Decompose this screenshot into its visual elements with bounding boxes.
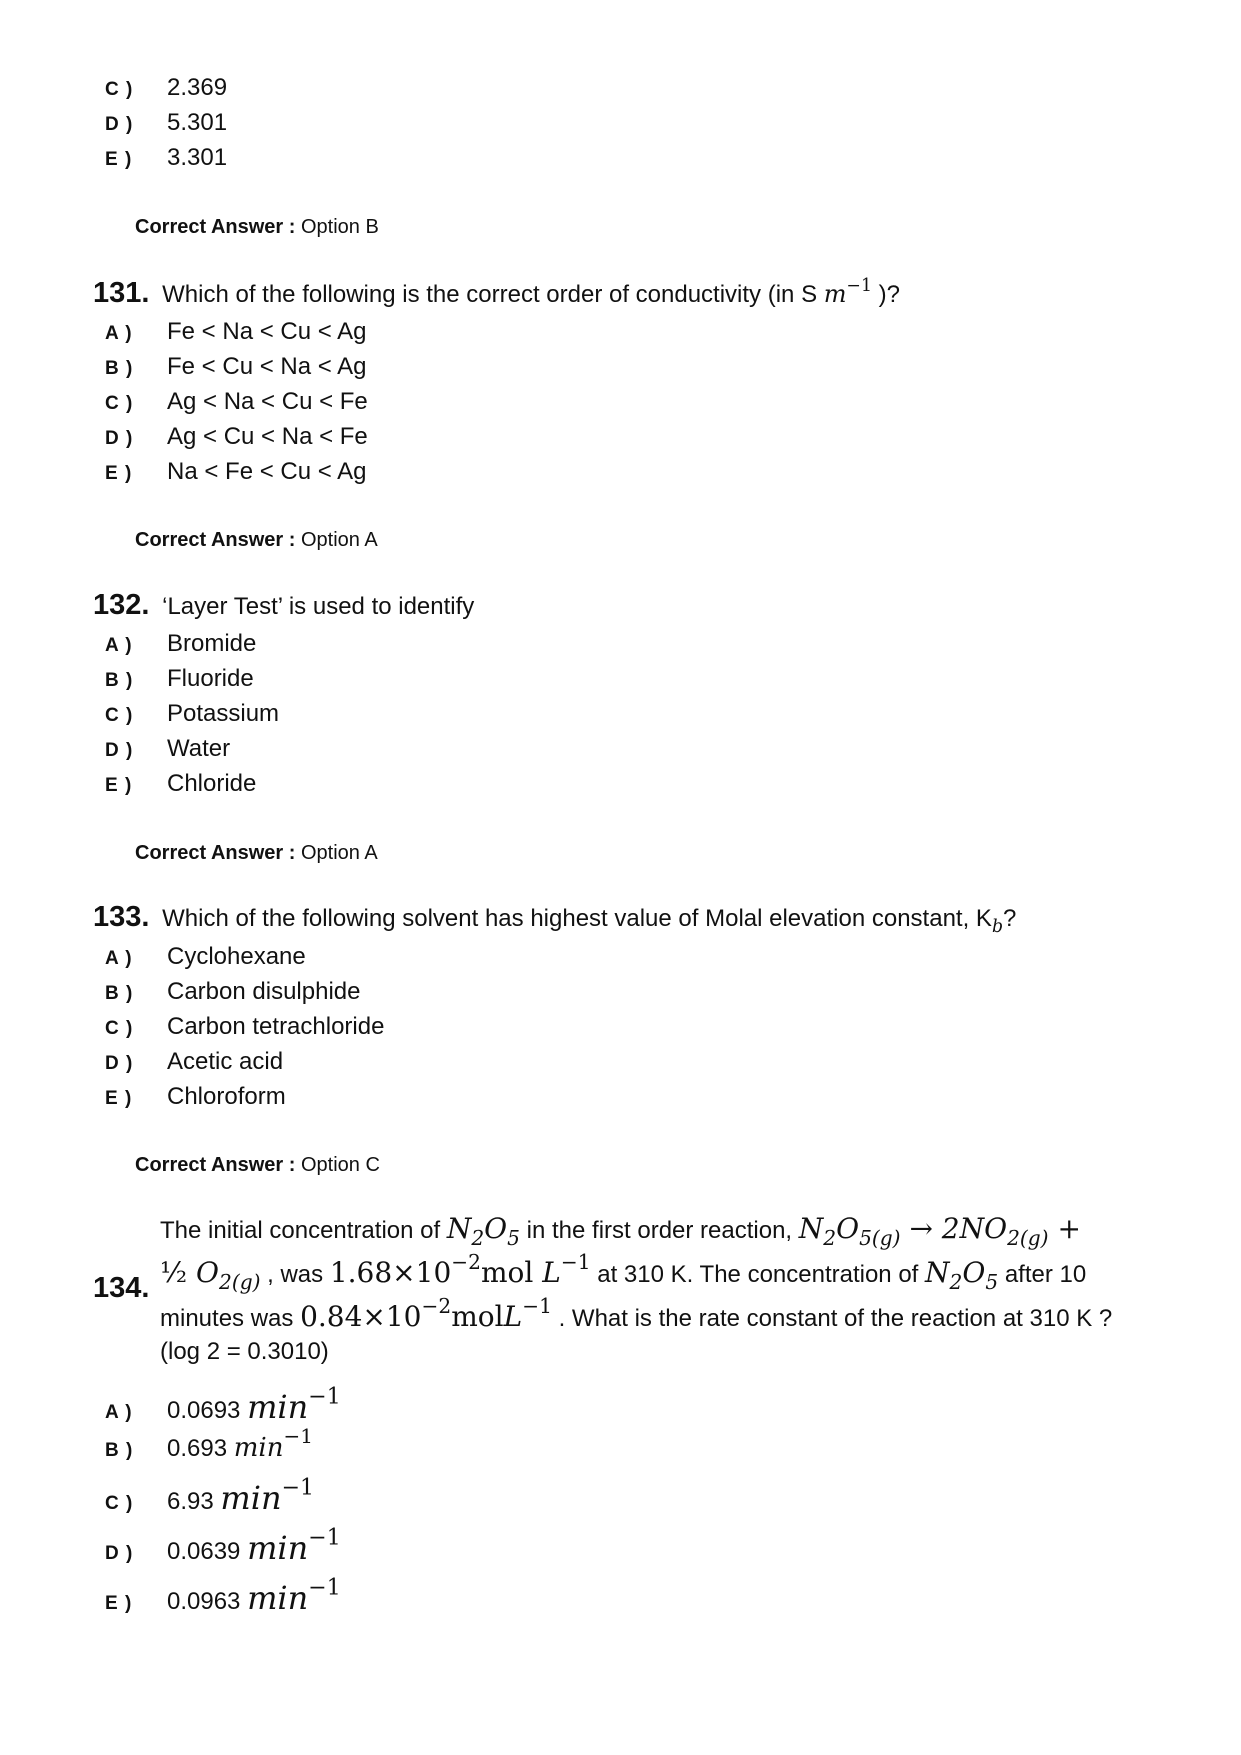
option-text: Cyclohexane — [167, 943, 306, 970]
question-text: at 310 K. The concentration of — [597, 1261, 919, 1288]
option-letter: E ) — [105, 149, 133, 170]
option-letter: A ) — [105, 1402, 133, 1423]
question-tail: ? — [1003, 905, 1017, 932]
option-text — [167, 1575, 341, 1617]
option-letter: C ) — [105, 79, 134, 100]
option-text: Ag < Cu < Na < Fe — [167, 423, 368, 450]
answer-label: Correct Answer : — [135, 842, 296, 864]
question-text: The initial concentration of — [160, 1217, 441, 1244]
option-text: Fluoride — [167, 665, 254, 692]
question-134-line-1 — [160, 1212, 1081, 1251]
question-number: 133. — [93, 901, 150, 933]
option-letter: E ) — [105, 1088, 133, 1109]
option-d — [105, 109, 227, 145]
option-e — [105, 458, 366, 494]
option-letter: A ) — [105, 635, 133, 656]
question-text: . What is the rate constant of the reaction at 310 K ? — [558, 1305, 1113, 1332]
option-letter: E ) — [105, 463, 133, 484]
formula-n2o5: $N_2O_5$ — [925, 1256, 999, 1295]
option-d — [105, 1048, 283, 1084]
final-concentration: $0.84\times 10^{-2}molL^{-1}$ — [300, 1293, 552, 1333]
concentration-value: 1.68×10 — [329, 1256, 452, 1289]
option-text — [167, 1475, 315, 1517]
question-tail: )? — [878, 281, 900, 308]
option-text: Bromide — [167, 630, 257, 657]
option-text: Carbon disulphide — [167, 978, 361, 1005]
option-letter: C ) — [105, 393, 134, 414]
option-a — [105, 943, 306, 979]
option-c — [105, 74, 227, 110]
option-letter: D ) — [105, 428, 134, 449]
question-number: 131. — [93, 277, 150, 309]
question-number: 134. — [93, 1272, 150, 1304]
unit-exponent: −1 — [308, 1384, 341, 1410]
unit-symbol: min — [247, 1529, 309, 1567]
question-132 — [93, 589, 474, 622]
option-b — [105, 665, 254, 701]
option-c — [105, 388, 368, 424]
option-text: Chloroform — [167, 1083, 286, 1110]
question-131 — [93, 277, 900, 310]
option-text: Water — [167, 735, 231, 762]
question-text: Which of the following is the correct order of conductivity (in S — [162, 281, 818, 308]
option-text: Chloride — [167, 770, 257, 797]
option-text: 2.369 — [167, 74, 228, 101]
option-text: Fe < Na < Cu < Ag — [167, 318, 367, 345]
option-text: 5.301 — [167, 109, 228, 136]
correct-answer-132 — [135, 842, 378, 865]
option-text — [167, 1525, 341, 1567]
option-letter: B ) — [105, 983, 134, 1004]
reaction-equation: $N_2O_{5(g)} \to 2NO_{2(g)}$ + — [798, 1212, 1081, 1251]
option-text: Fe < Cu < Na < Ag — [167, 353, 367, 380]
option-c — [105, 700, 279, 736]
option-letter: A ) — [105, 323, 133, 344]
option-letter: E ) — [105, 775, 133, 796]
unit-exponent: −1 — [846, 275, 872, 296]
option-value: 0.0693 — [167, 1397, 241, 1424]
option-b — [105, 1424, 313, 1473]
correct-answer-133 — [135, 1154, 380, 1177]
option-b — [105, 978, 360, 1014]
option-b — [105, 353, 366, 389]
answer-value: Option A — [300, 529, 378, 551]
option-letter: C ) — [105, 1493, 134, 1514]
unit-exponent: −1 — [283, 1424, 313, 1448]
question-text: after 10 — [1004, 1261, 1087, 1288]
answer-value: Option B — [300, 216, 379, 238]
initial-concentration: $1.68\times 10^{-2}mol$ $L^{-1}$ — [329, 1249, 591, 1289]
option-letter: D ) — [105, 740, 134, 761]
option-e — [105, 1575, 341, 1623]
option-c — [105, 1475, 315, 1523]
formula-n2o5: $N_2O_5$ — [446, 1212, 520, 1251]
unit-symbol: min — [233, 1433, 284, 1463]
option-a — [105, 318, 366, 354]
option-e — [105, 1083, 286, 1119]
option-value: 0.0963 — [167, 1588, 241, 1615]
option-letter: E ) — [105, 1593, 133, 1614]
unit-symbol: min — [220, 1479, 282, 1517]
answer-value: Option C — [300, 1154, 380, 1176]
answer-label: Correct Answer : — [135, 529, 296, 551]
option-text — [167, 1424, 313, 1463]
question-134-line-2 — [160, 1249, 1087, 1295]
option-e — [105, 770, 256, 806]
correct-answer-131 — [135, 529, 378, 552]
correct-answer-130 — [135, 216, 379, 239]
option-text: 3.301 — [167, 144, 228, 171]
question-text: minutes was — [160, 1305, 294, 1332]
unit-exponent: −1 — [281, 1475, 315, 1501]
answer-value: Option A — [300, 842, 378, 864]
option-letter: D ) — [105, 1053, 134, 1074]
answer-label: Correct Answer : — [135, 216, 296, 238]
concentration-value: 0.84×10 — [300, 1300, 422, 1333]
option-value: 0.693 — [167, 1435, 228, 1462]
option-a — [105, 630, 256, 666]
reaction-oxygen-term: ½ $O_{2(g)}$ — [160, 1256, 261, 1295]
answer-label: Correct Answer : — [135, 1154, 296, 1176]
option-text — [167, 1384, 341, 1426]
question-text: Which of the following solvent has highest value of Molal elevation constant, K — [162, 905, 992, 932]
question-text: , was — [267, 1261, 324, 1288]
option-d — [105, 1525, 341, 1573]
unit-exponent: −1 — [308, 1575, 341, 1601]
option-c — [105, 1013, 384, 1049]
option-text: Na < Fe < Cu < Ag — [167, 458, 367, 485]
option-letter: B ) — [105, 1440, 134, 1461]
unit-symbol: min — [247, 1388, 309, 1426]
option-letter: B ) — [105, 670, 134, 691]
option-letter: C ) — [105, 705, 134, 726]
question-134-line-3 — [160, 1293, 1113, 1333]
subscript: b — [991, 917, 1003, 938]
question-text: (log 2 = 0.3010) — [160, 1338, 329, 1365]
option-e — [105, 144, 227, 180]
unit-symbol: min — [247, 1579, 309, 1617]
option-d — [105, 735, 230, 771]
unit-symbol: m — [823, 280, 847, 308]
question-number: 132. — [93, 589, 150, 621]
option-letter: A ) — [105, 948, 133, 969]
question-text: ‘Layer Test’ is used to identify — [162, 593, 475, 620]
option-value: 0.0639 — [167, 1538, 241, 1565]
question-133 — [93, 901, 1017, 938]
unit-exponent: −1 — [308, 1525, 341, 1551]
option-text: Potassium — [167, 700, 280, 727]
option-value: 6.93 — [167, 1488, 214, 1515]
option-letter: C ) — [105, 1018, 134, 1039]
option-text: Ag < Na < Cu < Fe — [167, 388, 368, 415]
question-text: in the first order reaction, — [526, 1217, 793, 1244]
option-text: Carbon tetrachloride — [167, 1013, 385, 1040]
option-letter: D ) — [105, 1543, 134, 1564]
option-text: Acetic acid — [167, 1048, 284, 1075]
question-134-line-4 — [160, 1338, 329, 1366]
option-d — [105, 423, 368, 459]
option-letter: B ) — [105, 358, 134, 379]
option-letter: D ) — [105, 114, 134, 135]
